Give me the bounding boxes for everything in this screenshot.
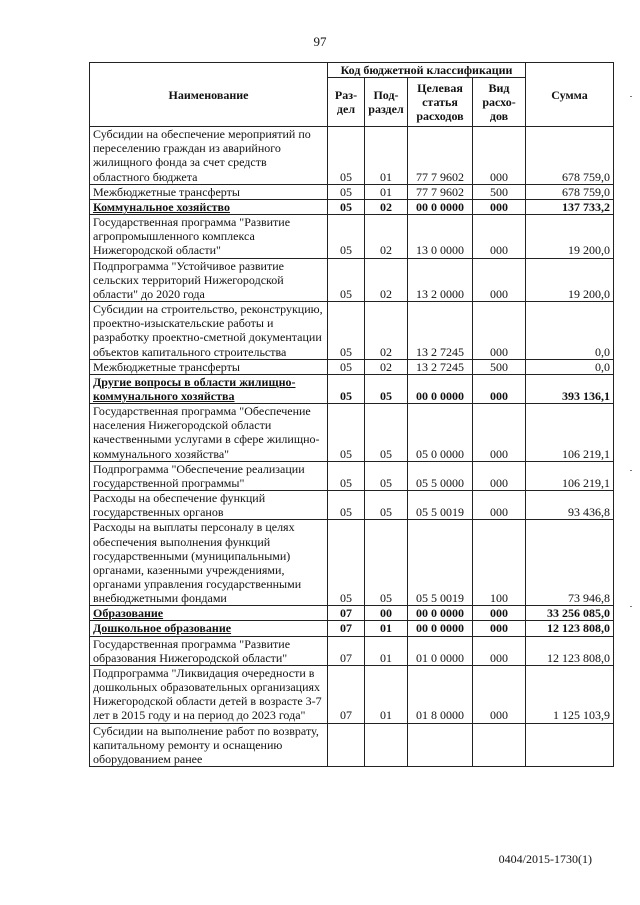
- row-sum: 73 946,8: [526, 520, 614, 606]
- row-kind: 000: [473, 374, 526, 403]
- scan-edge-mark: [630, 606, 632, 607]
- row-section: 05: [328, 491, 365, 520]
- row-section: 05: [328, 461, 365, 490]
- row-kind: 000: [473, 621, 526, 636]
- row-target: 13 2 7245: [408, 359, 473, 374]
- row-subsection: 05: [365, 520, 408, 606]
- row-sum: 12 123 808,0: [526, 621, 614, 636]
- row-sum: 393 136,1: [526, 374, 614, 403]
- row-section: 05: [328, 404, 365, 462]
- row-kind: 000: [473, 404, 526, 462]
- table-row: [90, 606, 614, 621]
- table-row: [90, 302, 614, 360]
- row-name: Подпрограмма "Обеспечение реализации государственной программы": [90, 461, 328, 490]
- row-section: 05: [328, 199, 365, 214]
- row-subsection: 01: [365, 184, 408, 199]
- row-target: 05 5 0000: [408, 461, 473, 490]
- row-name: Государственная программа "Обеспечение населения Нижегородской области качественными услугами в сфере жилищно-коммунального хозяйства": [90, 404, 328, 462]
- table-row: [90, 215, 614, 258]
- row-subsection: [365, 723, 408, 766]
- row-section: 05: [328, 359, 365, 374]
- row-name: Государственная программа "Развитие образования Нижегородской области": [90, 636, 328, 665]
- row-target: 00 0 0000: [408, 199, 473, 214]
- row-name: Расходы на выплаты персоналу в целях обеспечения выполнения функций государственными (муниципальными) органами, казенными учреждениями, органами управления государственными внебюджетными фондами: [90, 520, 328, 606]
- row-name: Межбюджетные трансферты: [90, 359, 328, 374]
- row-target: 13 2 0000: [408, 258, 473, 301]
- row-kind: 500: [473, 359, 526, 374]
- row-target: 00 0 0000: [408, 606, 473, 621]
- row-subsection: 05: [365, 461, 408, 490]
- header-code-group: Код бюджетной классификации: [328, 63, 526, 78]
- row-subsection: 02: [365, 302, 408, 360]
- row-subsection: 05: [365, 491, 408, 520]
- row-kind: 000: [473, 127, 526, 185]
- scan-edge-mark: [630, 470, 632, 471]
- header-kind: Вид расхо- дов: [473, 78, 526, 127]
- row-name: Расходы на обеспечение функций государственных органов: [90, 491, 328, 520]
- row-name: Субсидии на строительство, реконструкцию, проектно-изыскательские работы и разработку проектно-сметной документации объектов капитального строительства: [90, 302, 328, 360]
- row-kind: 000: [473, 199, 526, 214]
- table-row: [90, 636, 614, 665]
- row-target: 00 0 0000: [408, 621, 473, 636]
- table-row: [90, 461, 614, 490]
- row-target: 13 2 7245: [408, 302, 473, 360]
- header-target: Целевая статья расходов: [408, 78, 473, 127]
- row-subsection: 01: [365, 636, 408, 665]
- row-section: 07: [328, 621, 365, 636]
- row-subsection: 01: [365, 621, 408, 636]
- table-body: [90, 127, 614, 767]
- row-kind: [473, 723, 526, 766]
- row-name: Подпрограмма "Устойчивое развитие сельских территорий Нижегородской области" до 2020 года: [90, 258, 328, 301]
- row-name: Другие вопросы в области жилищно-коммунального хозяйства: [90, 374, 328, 403]
- row-target: 77 7 9602: [408, 127, 473, 185]
- row-sum: 678 759,0: [526, 127, 614, 185]
- table-row: [90, 258, 614, 301]
- row-kind: 000: [473, 215, 526, 258]
- row-subsection: 02: [365, 359, 408, 374]
- row-name: Образование: [90, 606, 328, 621]
- table-row: [90, 359, 614, 374]
- row-target: 01 0 0000: [408, 636, 473, 665]
- table-row: [90, 184, 614, 199]
- row-target: 00 0 0000: [408, 374, 473, 403]
- row-section: 05: [328, 520, 365, 606]
- header-name: Наименование: [90, 63, 328, 127]
- row-subsection: 00: [365, 606, 408, 621]
- page-number: 97: [313, 34, 327, 49]
- row-subsection: 01: [365, 665, 408, 723]
- row-sum: 1 125 103,9: [526, 665, 614, 723]
- row-sum: 19 200,0: [526, 258, 614, 301]
- row-section: 05: [328, 374, 365, 403]
- row-sum: 33 256 085,0: [526, 606, 614, 621]
- row-sum: 678 759,0: [526, 184, 614, 199]
- row-section: 05: [328, 215, 365, 258]
- row-section: [328, 723, 365, 766]
- header-section: Раз- дел: [328, 78, 365, 127]
- row-section: 05: [328, 302, 365, 360]
- scan-edge-mark: [630, 96, 632, 97]
- table-row: [90, 199, 614, 214]
- row-target: 05 5 0019: [408, 491, 473, 520]
- row-target: [408, 723, 473, 766]
- row-sum: 106 219,1: [526, 404, 614, 462]
- row-sum: 106 219,1: [526, 461, 614, 490]
- row-subsection: 01: [365, 127, 408, 185]
- row-sum: 93 436,8: [526, 491, 614, 520]
- row-kind: 000: [473, 302, 526, 360]
- row-name: Коммунальное хозяйство: [90, 199, 328, 214]
- row-target: 77 7 9602: [408, 184, 473, 199]
- table-row: [90, 520, 614, 606]
- table-row: [90, 665, 614, 723]
- row-target: 13 0 0000: [408, 215, 473, 258]
- row-section: 05: [328, 184, 365, 199]
- row-name: Подпрограмма "Ликвидация очередности в дошкольных образовательных организациях Нижегородской области детей в возрасте 3-7 лет в 2015 году и на период до 2023 года": [90, 665, 328, 723]
- row-kind: 000: [473, 258, 526, 301]
- row-subsection: 05: [365, 374, 408, 403]
- table-row: [90, 723, 614, 766]
- table-row: [90, 404, 614, 462]
- row-sum: [526, 723, 614, 766]
- row-section: 07: [328, 665, 365, 723]
- row-sum: 12 123 808,0: [526, 636, 614, 665]
- row-name: Субсидии на выполнение работ по возврату, капитальному ремонту и оснащению оборудованием ранее: [90, 723, 328, 766]
- table-row: [90, 491, 614, 520]
- table-row: [90, 621, 614, 636]
- row-section: 05: [328, 127, 365, 185]
- row-kind: 000: [473, 461, 526, 490]
- document-code: 0404/2015-1730(1): [498, 852, 592, 866]
- row-section: 07: [328, 636, 365, 665]
- table-row: [90, 374, 614, 403]
- header-subsection: Под- раздел: [365, 78, 408, 127]
- row-sum: 137 733,2: [526, 199, 614, 214]
- row-subsection: 02: [365, 199, 408, 214]
- row-name: Межбюджетные трансферты: [90, 184, 328, 199]
- header-sum: Сумма: [526, 63, 614, 127]
- budget-table: [89, 62, 614, 767]
- row-kind: 000: [473, 636, 526, 665]
- row-sum: 19 200,0: [526, 215, 614, 258]
- row-subsection: 02: [365, 258, 408, 301]
- table-row: [90, 127, 614, 185]
- row-sum: 0,0: [526, 302, 614, 360]
- row-kind: 000: [473, 606, 526, 621]
- row-name: Субсидии на обеспечение мероприятий по переселению граждан из аварийного жилищного фонда за счет средств областного бюджета: [90, 127, 328, 185]
- row-section: 05: [328, 258, 365, 301]
- row-target: 05 0 0000: [408, 404, 473, 462]
- row-target: 05 5 0019: [408, 520, 473, 606]
- row-kind: 000: [473, 491, 526, 520]
- row-kind: 100: [473, 520, 526, 606]
- row-subsection: 02: [365, 215, 408, 258]
- row-subsection: 05: [365, 404, 408, 462]
- row-kind: 500: [473, 184, 526, 199]
- row-sum: 0,0: [526, 359, 614, 374]
- row-target: 01 8 0000: [408, 665, 473, 723]
- row-kind: 000: [473, 665, 526, 723]
- row-name: Дошкольное образование: [90, 621, 328, 636]
- row-section: 07: [328, 606, 365, 621]
- row-name: Государственная программа "Развитие агропромышленного комплекса Нижегородской области": [90, 215, 328, 258]
